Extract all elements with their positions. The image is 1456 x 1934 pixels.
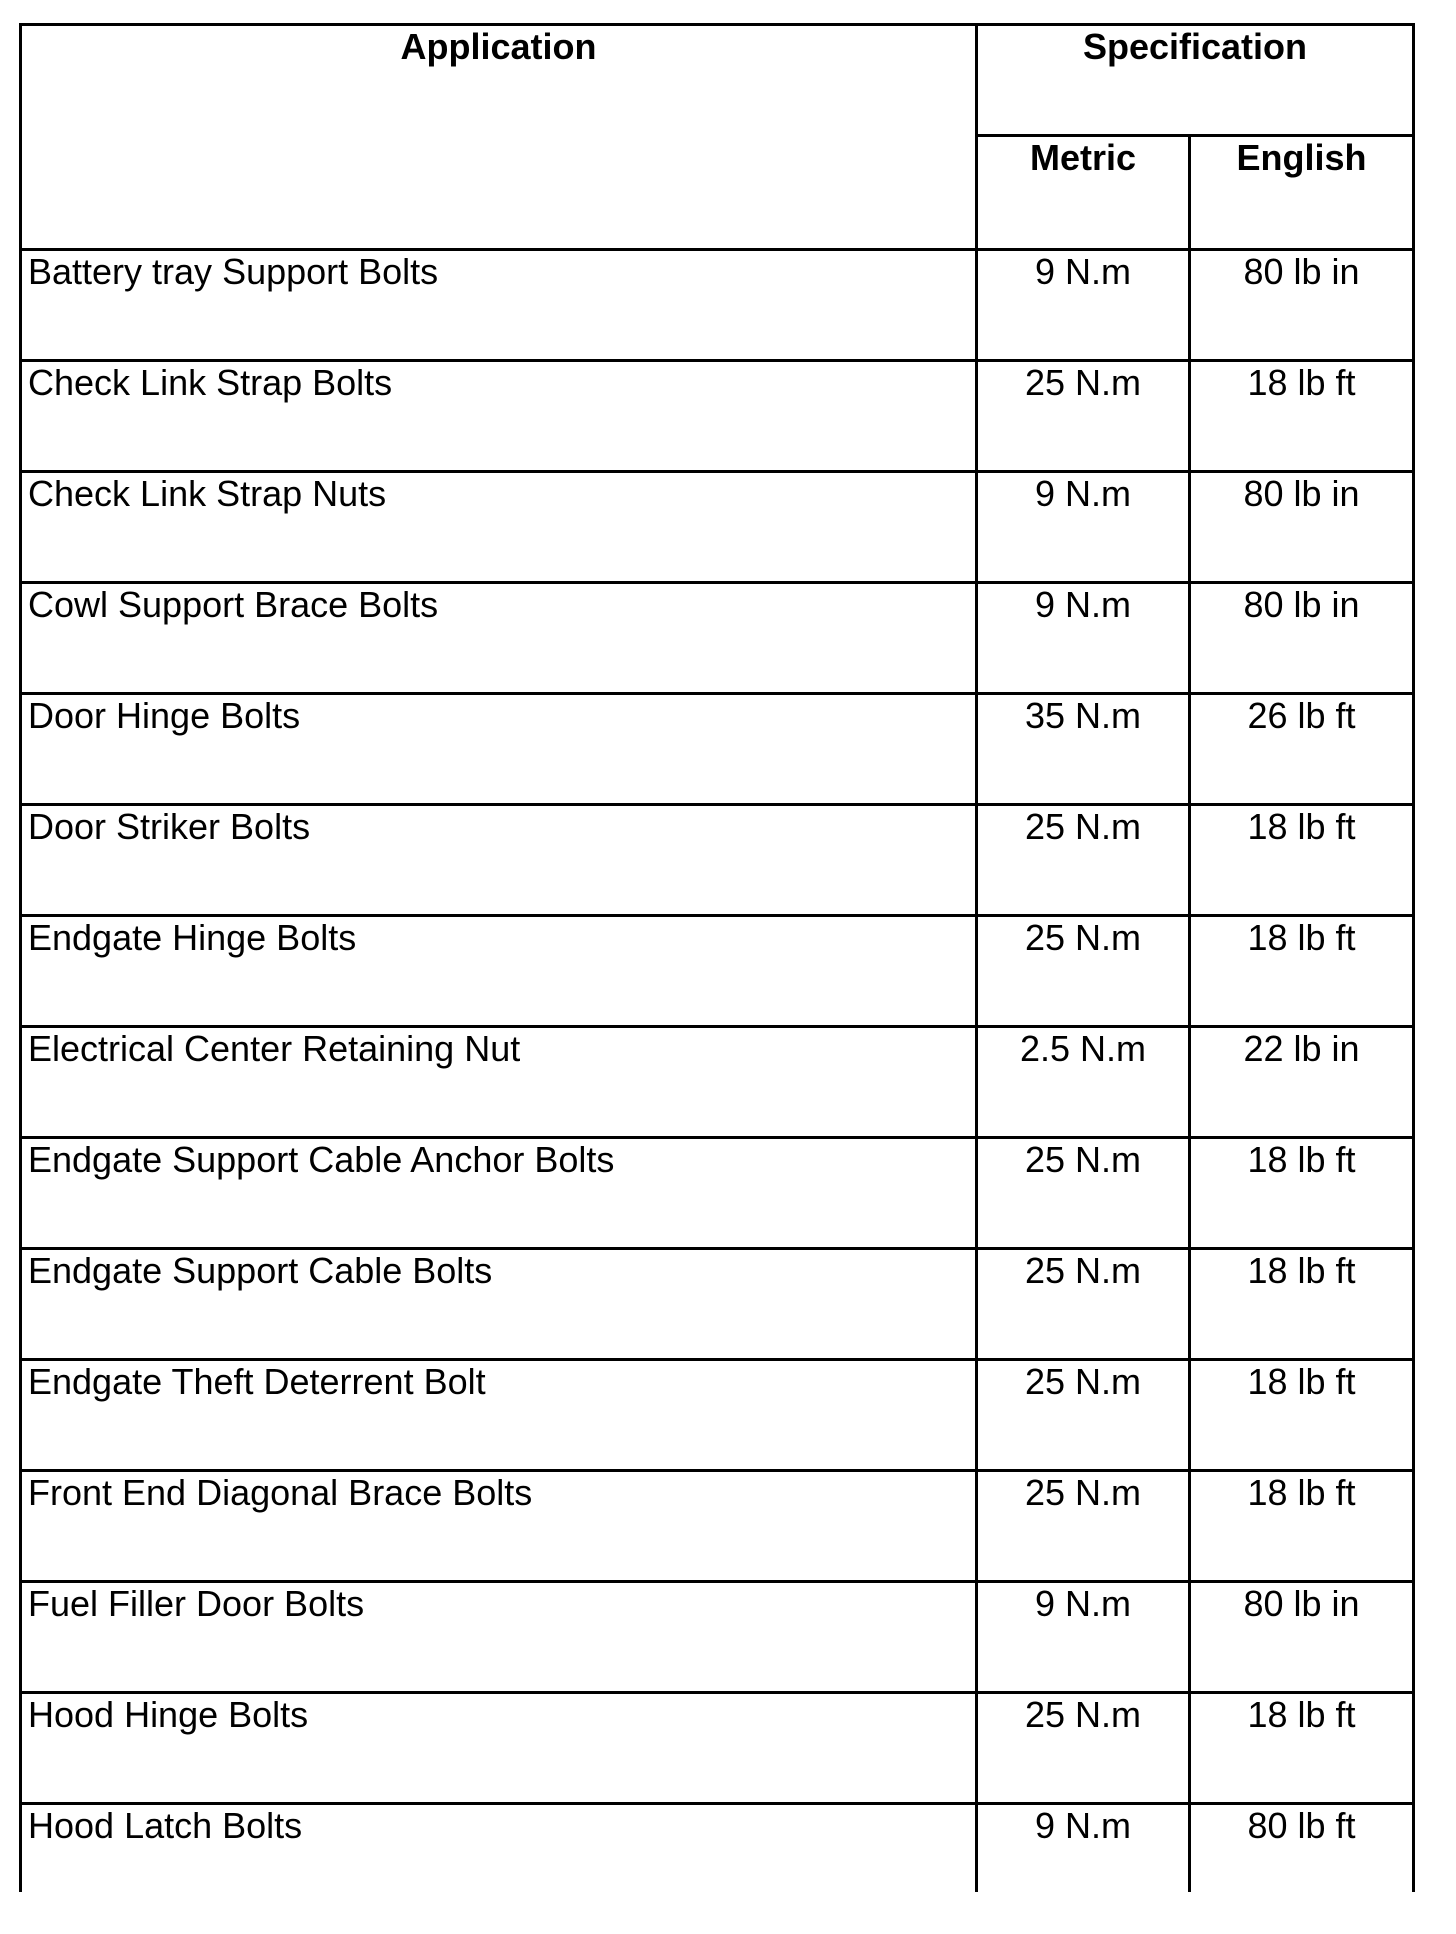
- application-cell: Door Hinge Bolts: [21, 694, 977, 805]
- english-cell: 22 lb in: [1190, 1027, 1414, 1138]
- table-body: [21, 250, 1414, 1892]
- table-row: [21, 1804, 1414, 1892]
- table-row: [21, 583, 1414, 694]
- english-cell: 26 lb ft: [1190, 694, 1414, 805]
- table-header: [21, 25, 1414, 250]
- metric-cell: 25 N.m: [977, 1138, 1190, 1249]
- application-cell: Endgate Support Cable Bolts: [21, 1249, 977, 1360]
- table-row: [21, 250, 1414, 361]
- english-column-header: English: [1190, 135, 1414, 249]
- application-cell: Endgate Hinge Bolts: [21, 916, 977, 1027]
- specification-column-header: Specification: [977, 25, 1414, 136]
- application-cell: Check Link Strap Bolts: [21, 361, 977, 472]
- table-row: [21, 472, 1414, 583]
- metric-cell: 9 N.m: [977, 472, 1190, 583]
- metric-cell: 9 N.m: [977, 1582, 1190, 1693]
- metric-cell: 25 N.m: [977, 805, 1190, 916]
- application-cell: Endgate Support Cable Anchor Bolts: [21, 1138, 977, 1249]
- table-row: [21, 1027, 1414, 1138]
- english-cell: 80 lb in: [1190, 583, 1414, 694]
- application-cell: Cowl Support Brace Bolts: [21, 583, 977, 694]
- english-cell: 18 lb ft: [1190, 916, 1414, 1027]
- metric-cell: 9 N.m: [977, 583, 1190, 694]
- english-cell: 18 lb ft: [1190, 1471, 1414, 1582]
- application-column-header: Application: [21, 25, 977, 250]
- torque-spec-table: [19, 23, 1415, 1892]
- metric-cell: 9 N.m: [977, 1804, 1190, 1892]
- metric-cell: 25 N.m: [977, 1471, 1190, 1582]
- metric-cell: 25 N.m: [977, 361, 1190, 472]
- metric-cell: 9 N.m: [977, 250, 1190, 361]
- application-cell: Door Striker Bolts: [21, 805, 977, 916]
- english-cell: 18 lb ft: [1190, 1693, 1414, 1804]
- table-row: [21, 1138, 1414, 1249]
- metric-cell: 25 N.m: [977, 916, 1190, 1027]
- table-row: [21, 1360, 1414, 1471]
- metric-cell: 25 N.m: [977, 1360, 1190, 1471]
- english-cell: 80 lb ft: [1190, 1804, 1414, 1892]
- english-cell: 18 lb ft: [1190, 361, 1414, 472]
- table-row: [21, 1249, 1414, 1360]
- metric-cell: 25 N.m: [977, 1249, 1190, 1360]
- table-row: [21, 1693, 1414, 1804]
- application-cell: Fuel Filler Door Bolts: [21, 1582, 977, 1693]
- english-cell: 18 lb ft: [1190, 1138, 1414, 1249]
- english-cell: 18 lb ft: [1190, 805, 1414, 916]
- english-cell: 18 lb ft: [1190, 1360, 1414, 1471]
- application-cell: Check Link Strap Nuts: [21, 472, 977, 583]
- english-cell: 80 lb in: [1190, 250, 1414, 361]
- table-row: [21, 1471, 1414, 1582]
- application-cell: Electrical Center Retaining Nut: [21, 1027, 977, 1138]
- metric-cell: 35 N.m: [977, 694, 1190, 805]
- metric-cell: 25 N.m: [977, 1693, 1190, 1804]
- table-row: [21, 361, 1414, 472]
- english-cell: 80 lb in: [1190, 1582, 1414, 1693]
- application-cell: Front End Diagonal Brace Bolts: [21, 1471, 977, 1582]
- english-cell: 80 lb in: [1190, 472, 1414, 583]
- table-row: [21, 1582, 1414, 1693]
- table-row: [21, 916, 1414, 1027]
- table-row: [21, 694, 1414, 805]
- application-cell: Battery tray Support Bolts: [21, 250, 977, 361]
- english-cell: 18 lb ft: [1190, 1249, 1414, 1360]
- application-cell: Hood Hinge Bolts: [21, 1693, 977, 1804]
- table-row: [21, 805, 1414, 916]
- application-cell: Hood Latch Bolts: [21, 1804, 977, 1892]
- application-cell: Endgate Theft Deterrent Bolt: [21, 1360, 977, 1471]
- metric-cell: 2.5 N.m: [977, 1027, 1190, 1138]
- metric-column-header: Metric: [977, 135, 1190, 249]
